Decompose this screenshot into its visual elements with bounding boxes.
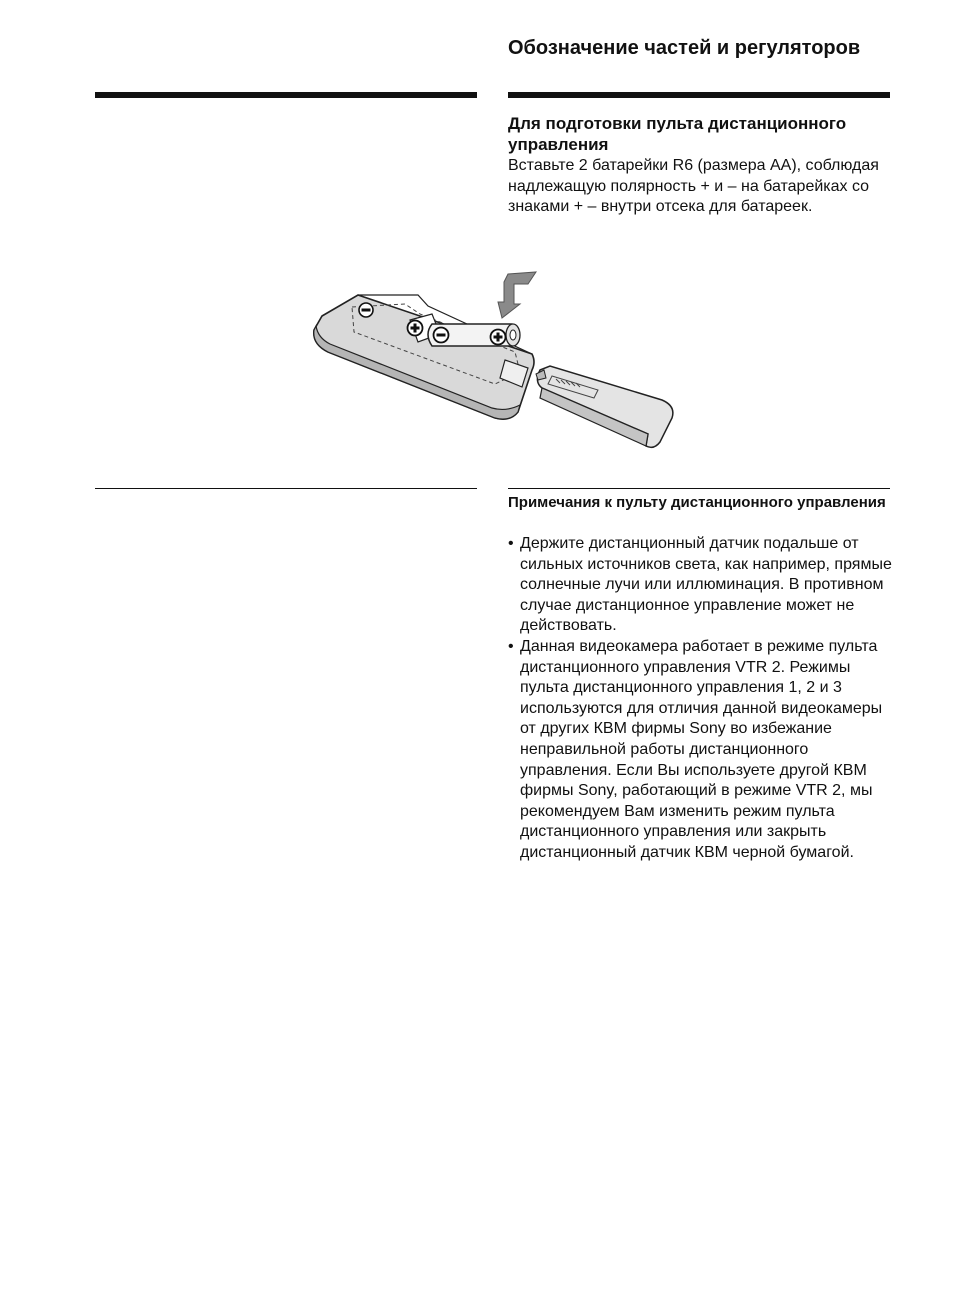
top-rule-right xyxy=(508,92,890,98)
list-item xyxy=(508,637,892,864)
note-text: Держите дистанционный датчик подальше от сильных источников света, как например, прямые солнечные лучи или иллюминация. В противном случае дистанционное управление может не действовать. xyxy=(520,535,892,635)
remote-prep-heading: Для подготовки пульта дистанционного управления xyxy=(508,114,847,154)
insert-arrow-icon xyxy=(498,272,536,318)
remote-battery-illustration xyxy=(300,262,690,457)
note-text: Данная видеокамера работает в режиме пульта дистанционного управления VTR 2. Режимы пульта дистанционного управления 1, 2 и 3 используются для отличия данной видеокамеры от других КВМ фирмы Sony во избежание неправильной работы дистанционного управления. Если Вы используете другой КВМ фирмы Sony, работающий в режиме VTR 2, мы рекомендуем Вам изменить режим пульта дистанционного управления или закрыть дистанционный датчик КВМ черной бумагой. xyxy=(520,637,883,861)
notes-list xyxy=(508,534,892,864)
remote-prep-text: Вставьте 2 батарейки R6 (размера AA), соблюдая надлежащую полярность + и – на батарейках со знаками + – внутри отсека для батареек. xyxy=(508,157,879,215)
notes-heading: Примечания к пульту дистанционного управления xyxy=(508,494,886,511)
top-rule-left xyxy=(95,92,477,98)
list-item xyxy=(508,534,892,637)
battery-cover xyxy=(536,366,673,447)
bullet-icon: • xyxy=(508,637,514,655)
minus-marker-compartment xyxy=(359,303,373,317)
divider-left xyxy=(95,488,477,489)
battery-2 xyxy=(428,324,520,346)
bullet-icon: • xyxy=(508,535,514,552)
section-title: Обозначение частей и регуляторов xyxy=(508,37,861,59)
divider-right xyxy=(508,488,890,489)
